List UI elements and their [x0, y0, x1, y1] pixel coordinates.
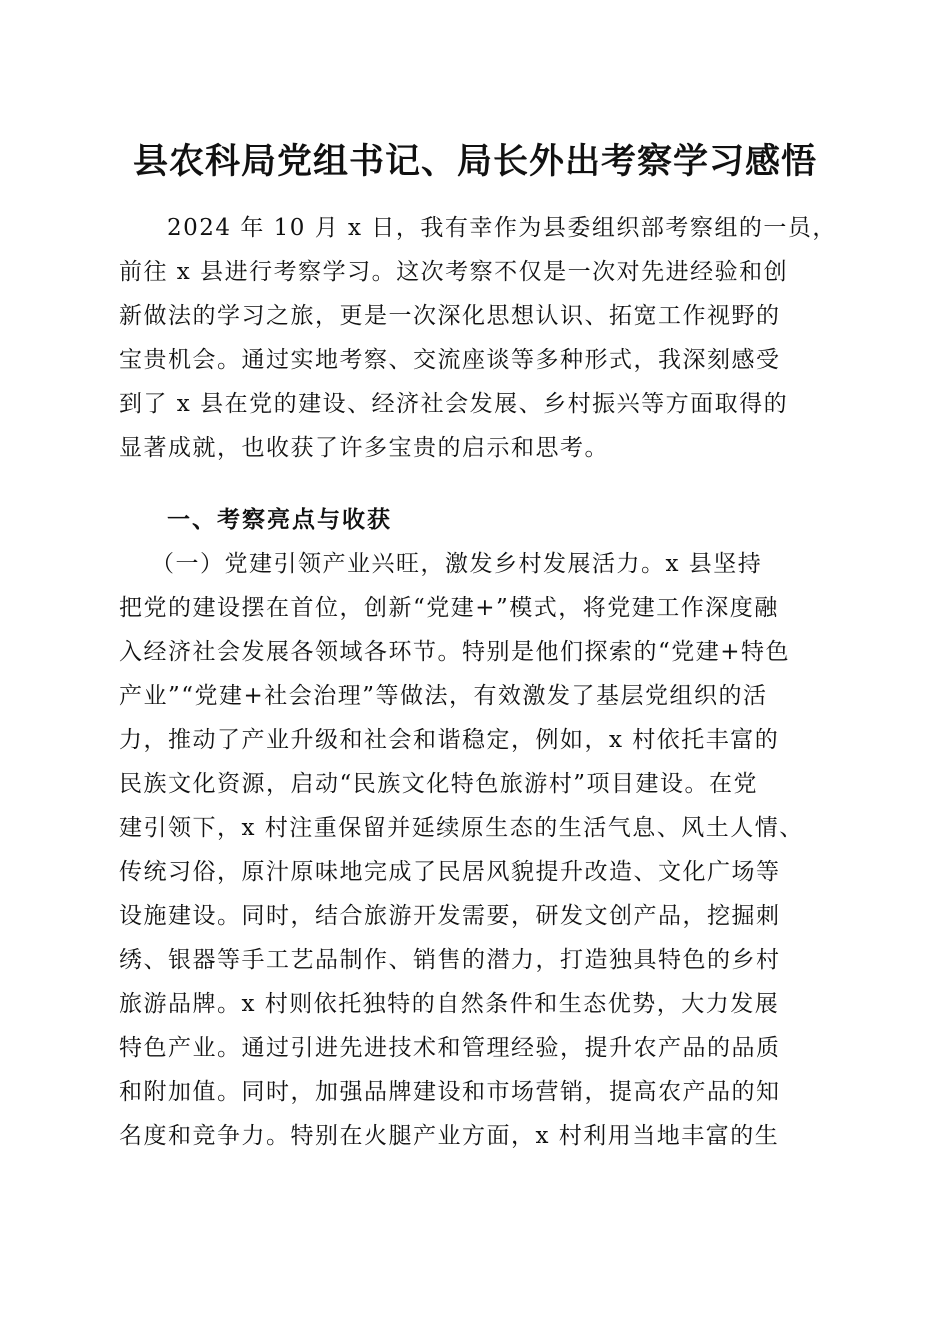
text-line: 民族文化资源，启动“民族文化特色旅游村”项目建设。在党 [119, 771, 759, 797]
document-title: 县农科局党组书记、局长外出考察学习感悟 [132, 141, 817, 182]
text-line: 到了 x 县在党的建设、经济社会发展、乡村振兴等方面取得的 [119, 391, 789, 417]
text-line: 产业”“党建+社会治理”等做法，有效激发了基层党组织的活 [119, 683, 768, 709]
text-line: 设施建设。同时，结合旅游开发需要，研发文创产品，挖掘刺 [119, 903, 781, 929]
text-line: 传统习俗，原汁原味地完成了民居风貌提升改造、文化广场等 [119, 859, 781, 885]
text-line: （一）党建引领产业兴旺，激发乡村发展活力。x 县坚持 [151, 551, 763, 577]
text-line: 绣、银器等手工艺品制作、销售的潜力，打造独具特色的乡村 [119, 947, 781, 973]
text-line: 旅游品牌。x 村则依托独特的自然条件和生态优势，大力发展 [119, 991, 780, 1017]
text-line: 入经济社会发展各领域各环节。特别是他们探索的“党建+特色 [119, 639, 791, 665]
text-line: 把党的建设摆在首位，创新“党建+”模式，将党建工作深度融 [119, 595, 779, 621]
text-line: 建引领下，x 村注重保留并延续原生态的生活气息、风土人情、 [119, 815, 804, 841]
text-line: 宝贵机会。通过实地考察、交流座谈等多种形式，我深刻感受 [119, 347, 781, 373]
text-line: 显著成就，也收获了许多宝贵的启示和思考。 [119, 435, 609, 461]
text-line: 力，推动了产业升级和社会和谐稳定，例如，x 村依托丰富的 [119, 727, 780, 753]
text-line: 2024 年 10 月 x 日，我有幸作为县委组织部考察组的一员， [167, 215, 837, 241]
text-line: 前往 x 县进行考察学习。这次考察不仅是一次对先进经验和创 [119, 259, 789, 285]
text-line: 特色产业。通过引进先进技术和管理经验，提升农产品的品质 [119, 1035, 781, 1061]
text-line: 和附加值。同时，加强品牌建设和市场营销，提高农产品的知 [119, 1079, 781, 1105]
text-line: 新做法的学习之旅，更是一次深化思想认识、拓宽工作视野的 [119, 303, 781, 329]
text-line: 名度和竞争力。特别在火腿产业方面，x 村利用当地丰富的生 [119, 1123, 780, 1149]
section-heading: 一、考察亮点与收获 [167, 506, 392, 533]
